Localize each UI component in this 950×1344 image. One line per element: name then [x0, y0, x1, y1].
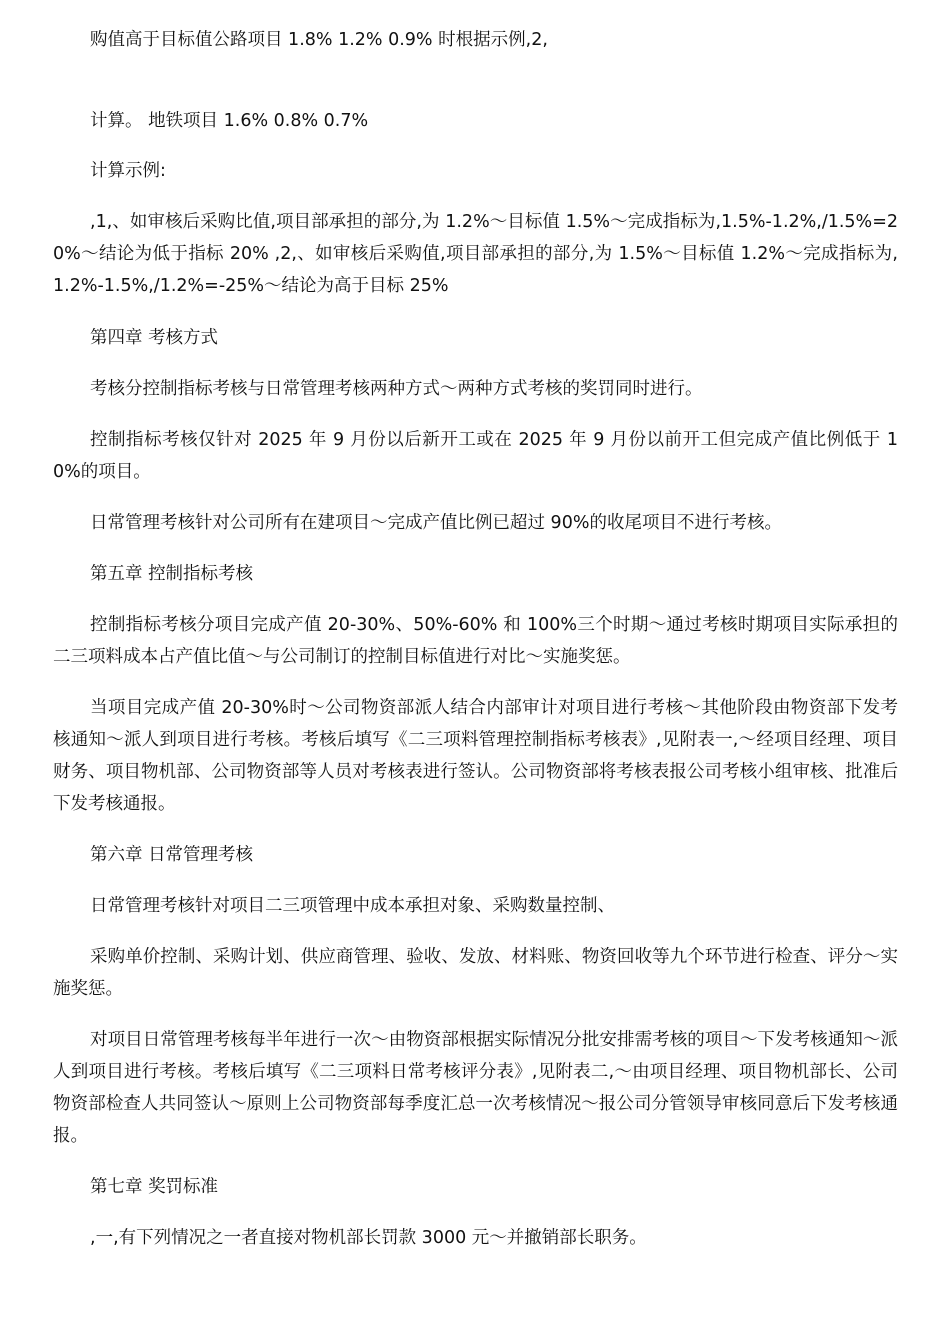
paragraph-daily-items-continued: 采购单价控制、采购计划、供应商管理、验收、发放、材料账、物资回收等九个环节进行检查、评分～实施奖惩。 [53, 947, 898, 999]
paragraph-penalty-1: ,一,有下列情况之一者直接对物机部长罚款 3000 元～并撤销部长职务。 [90, 1228, 647, 1248]
paragraph-control-periods: 控制指标考核分项目完成产值 20-30%、50%-60% 和 100%三个时期～通过考核时期项目实际承担的二三项料成本占产值比值～与公司制订的控制目标值进行对比～实施奖惩。 [53, 615, 898, 667]
paragraph-example-detail: ,1,、如审核后采购比值,项目部承担的部分,为 1.2%～目标值 1.5%～完成指标为,1.5%-1.2%,/1.5%=20%～结论为低于指标 20% ,2,、如审核后采购值,项目部承担的部分,为 1.5%～目标值 1.2%～完成指标为,1.2%-1.5%,/1.2%=-25%～结论为高于目标 25% [53, 212, 898, 296]
paragraph-daily-items: 日常管理考核针对项目二三项管理中成本承担对象、采购数量控制、 [90, 896, 615, 916]
paragraph-example-heading: 计算示例: [90, 161, 166, 181]
paragraph-control-procedure: 当项目完成产值 20-30%时～公司物资部派人结合内部审计对项目进行考核～其他阶段由物资部下发考核通知～派人到项目进行考核。考核后填写《二三项料管理控制指标考核表》,见附表一,～经项目经理、项目财务、项目物机部、公司物资部等人员对考核表进行签认。公司物资部将考核表报公司考核小组审核、批准后下发考核通报。 [53, 698, 898, 814]
chapter-heading-5: 第五章 控制指标考核 [90, 564, 254, 584]
chapter-heading-7: 第七章 奖罚标准 [90, 1177, 219, 1197]
chapter-heading-4: 第四章 考核方式 [90, 328, 219, 348]
paragraph-daily-scope: 日常管理考核针对公司所有在建项目～完成产值比例已超过 90%的收尾项目不进行考核。 [90, 513, 782, 533]
paragraph-calculation-metro: 计算。 地铁项目 1.6% 0.8% 0.7% [90, 111, 369, 131]
paragraph-control-scope: 控制指标考核仅针对 2025 年 9 月份以后新开工或在 2025 年 9 月份以前开工但完成产值比例低于 10%的项目。 [53, 430, 898, 482]
chapter-heading-6: 第六章 日常管理考核 [90, 845, 254, 865]
paragraph-daily-procedure: 对项目日常管理考核每半年进行一次～由物资部根据实际情况分批安排需考核的项目～下发考核通知～派人到项目进行考核。考核后填写《二三项料日常考核评分表》,见附表二,～由项目经理、项目物机部长、公司物资部检查人共同签认～原则上公司物资部每季度汇总一次考核情况～报公司分管领导审核同意后下发考核通报。 [53, 1030, 898, 1146]
paragraph-price-comparison: 购值高于目标值公路项目 1.8% 1.2% 0.9% 时根据示例,2, [90, 30, 548, 50]
paragraph-assessment-methods: 考核分控制指标考核与日常管理考核两种方式～两种方式考核的奖罚同时进行。 [90, 379, 703, 399]
